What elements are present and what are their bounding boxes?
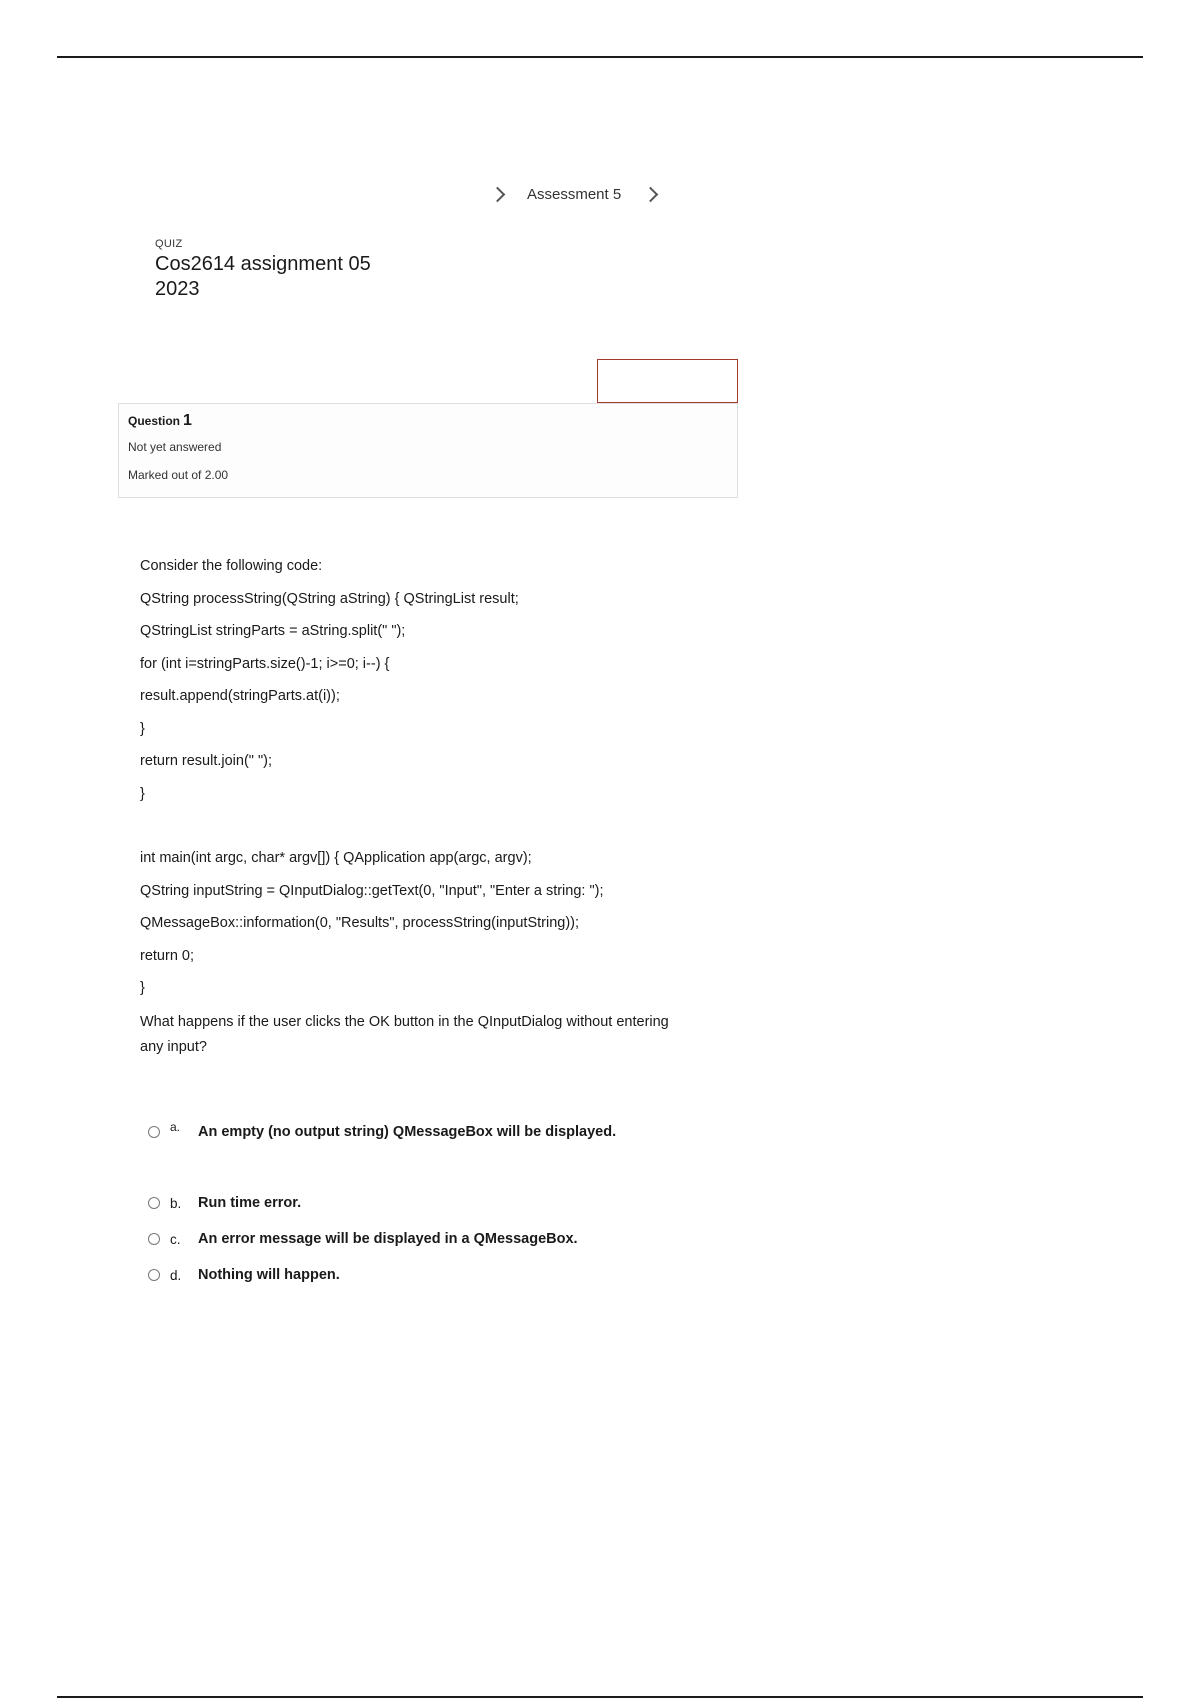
question-intro: Consider the following code: xyxy=(140,558,323,574)
chevron-right-icon[interactable] xyxy=(643,187,659,203)
code-gap xyxy=(140,815,680,847)
chevron-right-icon[interactable] xyxy=(490,187,506,203)
code-line: } xyxy=(140,980,145,996)
code-line: QStringList stringParts = aString.split(" "); xyxy=(140,623,406,639)
code-line: for (int i=stringParts.size()-1; i>=0; i--) { xyxy=(140,655,390,672)
code-line: QMessageBox::information(0, "Results", processString(inputString)); xyxy=(140,915,580,931)
question-number xyxy=(128,412,728,430)
question-prompt: What happens if the user clicks the OK button in the QInputDialog without entering any input? xyxy=(140,1013,669,1055)
breadcrumb xyxy=(478,186,670,203)
bottom-rule xyxy=(57,1696,1143,1698)
code-line: result.append(stringParts.at(i)); xyxy=(140,688,340,704)
question-number-value: 1 xyxy=(183,412,192,429)
code-line: } xyxy=(140,785,145,802)
radio-button[interactable] xyxy=(148,1269,160,1281)
option-letter: b. xyxy=(170,1195,182,1211)
code-line: return result.join(" "); xyxy=(140,753,272,769)
question-label: Question xyxy=(128,414,181,428)
question-info xyxy=(118,403,738,498)
top-rule xyxy=(57,56,1143,58)
code-line: int main(int argc, char* argv[]) { QApplication app(argc, argv); xyxy=(140,850,532,866)
option-text[interactable]: An empty (no output string) QMessageBox will be displayed. xyxy=(198,1124,617,1140)
option-letter: d. xyxy=(170,1267,182,1283)
flag-question-box[interactable] xyxy=(597,359,738,403)
breadcrumb-item-assessment[interactable]: Assessment 5 xyxy=(527,186,622,203)
answer-option-c[interactable] xyxy=(148,1231,578,1247)
code-line: QString inputString = QInputDialog::getText(0, "Input", "Enter a string: "); xyxy=(140,882,604,899)
option-letter: c. xyxy=(170,1231,181,1247)
radio-button[interactable] xyxy=(148,1233,160,1245)
page-title: Cos2614 assignment 05 2023 xyxy=(155,253,371,300)
page-header xyxy=(155,238,395,302)
option-text[interactable]: Run time error. xyxy=(198,1195,302,1211)
answer-option-a[interactable] xyxy=(148,1120,617,1140)
code-line: QString processString(QString aString) { QStringList result; xyxy=(140,590,519,607)
option-text[interactable]: An error message will be displayed in a QMessageBox. xyxy=(198,1231,578,1247)
code-line: } xyxy=(140,720,145,737)
answer-option-b[interactable] xyxy=(148,1195,301,1211)
code-line: return 0; xyxy=(140,947,194,964)
activity-type: QUIZ xyxy=(155,238,183,250)
option-text[interactable]: Nothing will happen. xyxy=(198,1267,340,1283)
radio-button[interactable] xyxy=(148,1197,160,1209)
option-letter: a. xyxy=(170,1120,181,1134)
answer-option-d[interactable] xyxy=(148,1267,340,1283)
question-state: Not yet answered xyxy=(128,440,222,454)
question-marks: Marked out of 2.00 xyxy=(128,468,229,482)
question-text xyxy=(140,555,680,1060)
radio-button[interactable] xyxy=(148,1126,160,1138)
